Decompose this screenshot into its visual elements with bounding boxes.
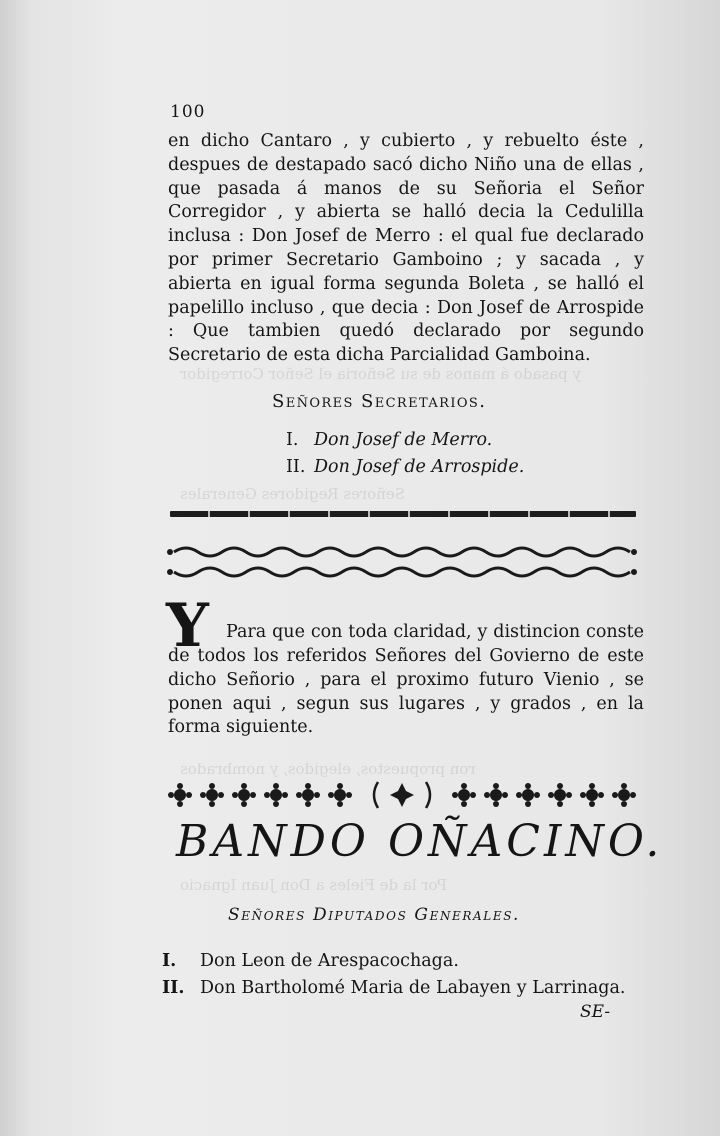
list-name: Don Leon de Arespacochaga.: [200, 951, 459, 971]
section-heading-secretarios: Señores Secretarios.: [272, 391, 487, 412]
paragraph-text: de todos los referidos Señores del Govierno de este dicho Señorio , para el proximo futuro Vienio , se ponen aqui , segun sus lugares , y grados , en la forma siguiente.: [168, 646, 644, 738]
list-item: [286, 430, 492, 450]
list-number: I.: [162, 951, 177, 971]
printer-rule-divider: [170, 511, 636, 517]
floral-ornament-border: [166, 778, 638, 812]
list-number: II.: [162, 978, 185, 998]
paragraph-first-line: Para que con toda claridad, y distincion conste: [226, 622, 644, 642]
section-heading-diputados: Señores Diputados Generales.: [228, 905, 521, 925]
catchword: SE-: [580, 1002, 611, 1022]
list-item: [162, 978, 625, 998]
list-item: [162, 951, 459, 971]
list-number: II.: [286, 457, 306, 477]
document-page: y pasado á manos de su Señoria el Señor Corregidor Señores Regidores Generales ron propuestos, elegidos, y nombrados Por la de Fieles a Don Juan Ignacio 100 en dicho Cantaro , y cubierto , y rebuelto éste , despues de destapado sacó dicho Niño una de ellas , que pasada á manos de su Señoria el Señor Corregidor , y abierta se halló decia la Cedulilla inclusa : Don Josef de Merro : el qual fue declarado por primer Secretario Gamboino ; y sacada , y abierta en igual forma segunda Boleta , se halló el papelillo incluso , que decia : Don Josef de Arrospide : Que tambien quedó declarado por segundo Secretario de esta dicha Parcialidad Gamboina. Señores Secretarios. I. Don Josef de Merro. II. Don Josef de Arrospide. Y Para que con toda claridad, y distincion conste de todos los referidos Señores del Govierno de este dicho Señorio , para el proximo futuro Vienio , se ponen aqui , segun sus lugares , y grados , en la forma siguiente. BANDO OÑACINO. Señores Diputados Generales. I. Don Leon de Arespacochaga. II. Don Bartholomé Maria de Labayen y Larrinaga. SE-: [0, 0, 720, 1136]
list-name: Don Bartholomé Maria de Labayen y Larrinaga.: [200, 978, 626, 998]
page-number: 100: [170, 102, 206, 122]
section-title: BANDO OÑACINO.: [176, 816, 664, 867]
list-number: I.: [286, 430, 299, 450]
list-item: [286, 457, 524, 477]
scroll-ornament-border: [166, 542, 638, 582]
paragraph-text: en dicho Cantaro , y cubierto , y rebuelto éste , despues de destapado sacó dicho Niño una de ellas , que pasada á manos de su Señoria el Señor Corregidor , y abierta se halló decia la Cedulilla inclusa : Don Josef de Merro : el qual fue declarado por primer Secretario Gamboino ; y sacada , y abierta en igual forma segunda Boleta , se halló el papelillo incluso , que decia : Don Josef de Arrospide : Que tambien quedó declarado por segundo Secretario de esta dicha Parcialidad Gamboina.: [168, 131, 644, 366]
list-name: Don Josef de Arrospide.: [314, 457, 525, 477]
list-name: Don Josef de Merro.: [314, 430, 493, 450]
drop-cap-initial: Y: [166, 591, 209, 661]
